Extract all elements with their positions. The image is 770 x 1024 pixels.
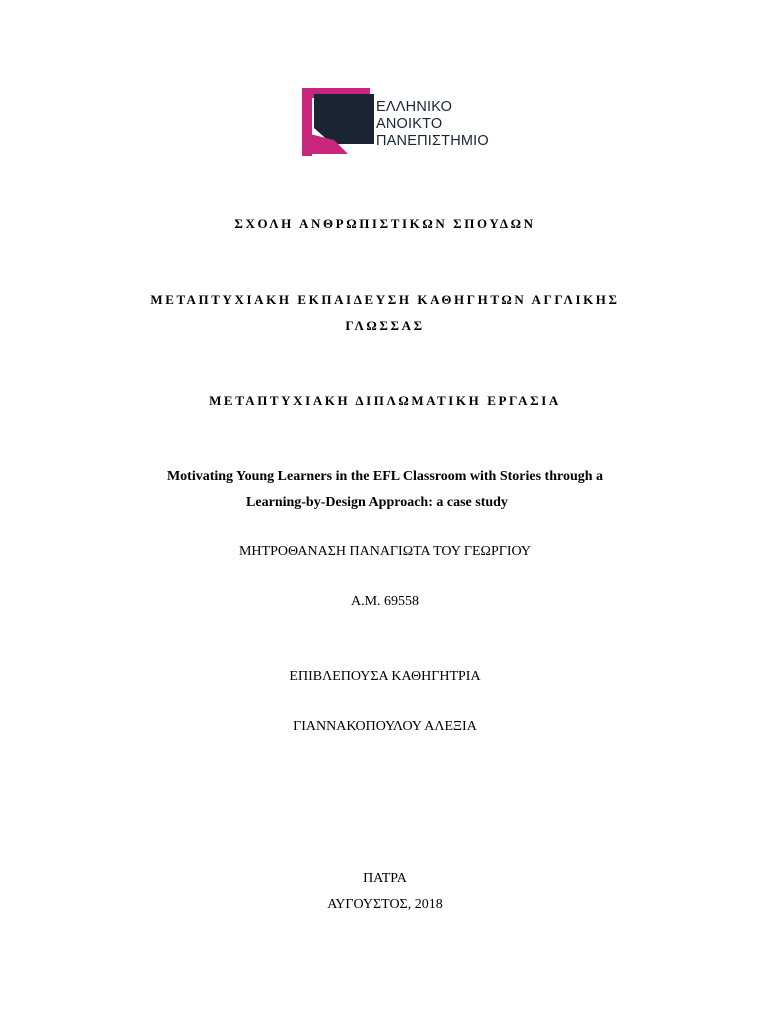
logo-text-line-3: ΠΑΝΕΠΙΣΤΗΜΙΟ — [376, 133, 489, 149]
program-name-line-2: ΓΛΩΣΣΑΣ — [345, 318, 425, 333]
thesis-type: ΜΕΤΑΠΤΥΧΙΑΚΗ ΔΙΠΛΩΜΑΤΙΚΗ ΕΡΓΑΣΙΑ — [209, 393, 561, 408]
supervisor-label: ΕΠΙΒΛΕΠΟΥΣΑ ΚΑΘΗΓΗΤΡΙΑ — [289, 669, 481, 684]
logo-text-line-2: ΑΝΟΙΚΤΟ — [376, 116, 443, 132]
school-name: ΣΧΟΛΗ ΑΝΘΡΩΠΙΣΤΙΚΩΝ ΣΠΟΥΔΩΝ — [234, 216, 536, 231]
university-logo-text — [376, 99, 489, 150]
student-id: Α.Μ. 69558 — [350, 594, 420, 609]
author-name: ΜΗΤΡΟΘΑΝΑΣΗ ΠΑΝΑΓΙΩΤΑ ΤΟΥ ΓΕΩΡΓΙΟΥ — [238, 544, 532, 559]
supervisor-name: ΓΙΑΝΝΑΚΟΠΟΥΛΟΥ ΑΛΕΞΙΑ — [293, 719, 477, 734]
thesis-title-line-2: Learning-by-Design Approach: a case study — [246, 495, 508, 510]
program-name-line-1: ΜΕΤΑΠΤΥΧΙΑΚΗ ΕΚΠΑΙΔΕΥΣΗ ΚΑΘΗΓΗΤΩΝ ΑΓΓΛΙΚΗΣ — [150, 292, 620, 307]
thesis-title-line-1: Motivating Young Learners in the EFL Classroom with Stories through a — [166, 469, 604, 484]
logo-text-line-1: ΕΛΛΗΝΙΚΟ — [376, 99, 453, 115]
date: ΑΥΓΟΥΣΤΟΣ, 2018 — [327, 897, 443, 912]
university-logo-icon — [302, 88, 374, 158]
city: ΠΑΤΡΑ — [363, 871, 407, 886]
university-logo — [302, 88, 502, 160]
